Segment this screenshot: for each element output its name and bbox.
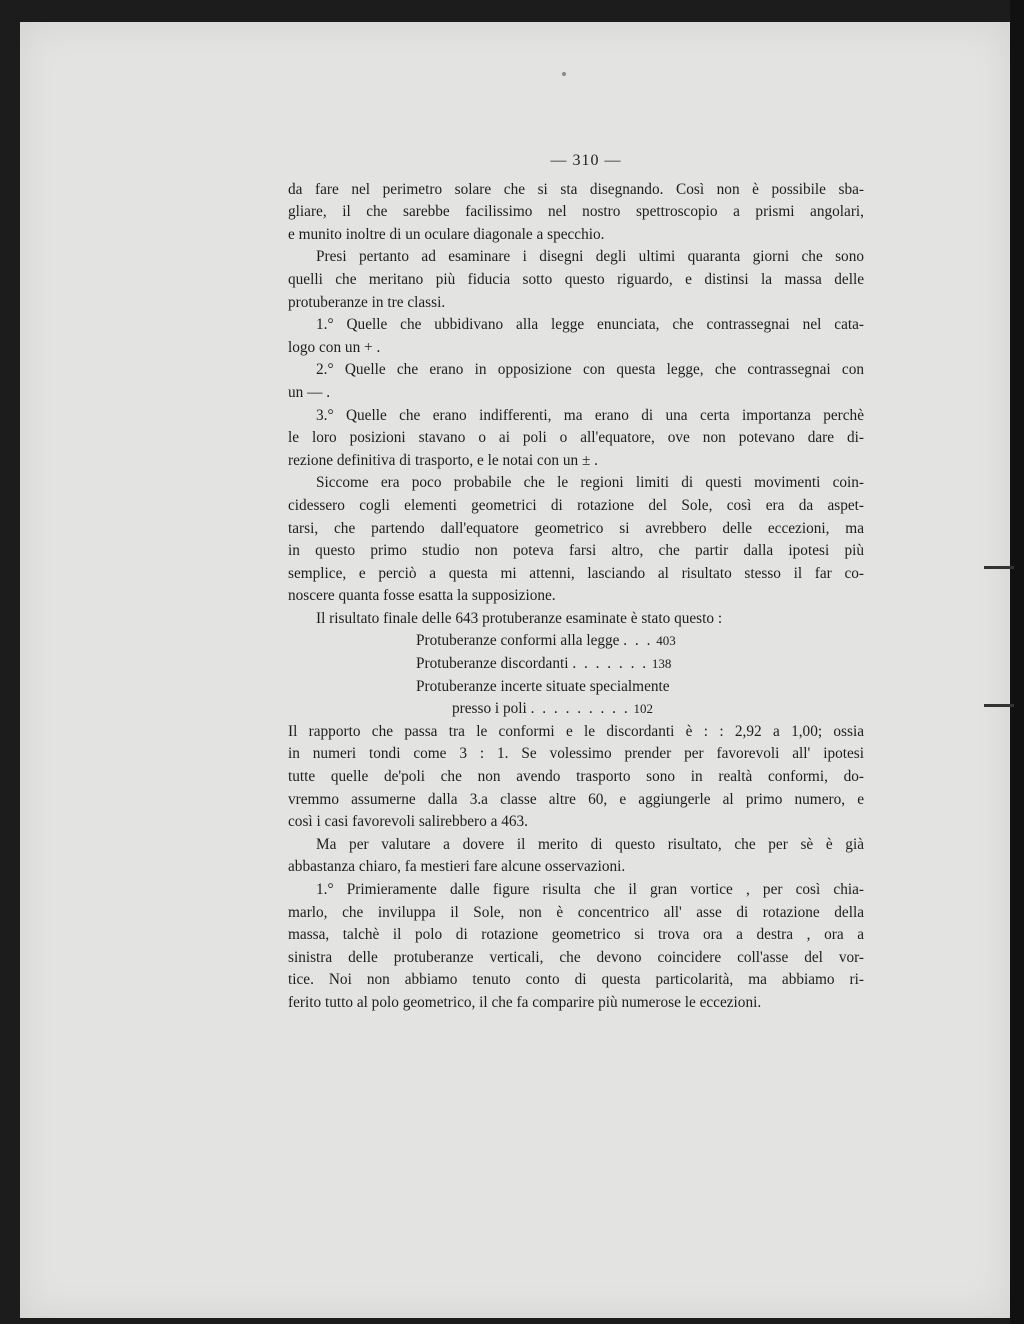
edge-mark-top: [984, 566, 1014, 569]
page-edge-strip: [1010, 0, 1024, 1324]
text-line: 3.° Quelle che erano indifferenti, ma erano di una certa importanza perchè: [316, 406, 864, 424]
table-label: Protuberanze incerte situate specialmente: [416, 677, 670, 695]
table-row: [288, 653, 864, 676]
text-line: protuberanze in tre classi.: [288, 293, 446, 311]
table-dots: . . .: [623, 632, 653, 650]
text-line: vremmo assumerne dalla 3.a classe altre 60, e aggiungerle al primo numero, e: [288, 790, 864, 808]
text-line: e munito inoltre di un oculare diagonale a specchio.: [288, 225, 605, 243]
text-line: le loro posizioni stavano o ai poli o all'equatore, ove non potevano dare di-: [288, 429, 864, 447]
edge-mark-bottom: [984, 704, 1014, 707]
text-line: semplice, e perciò a questa mi attenni, lasciando al risultato stesso il far co-: [288, 564, 864, 582]
table-row: [288, 630, 864, 653]
text-line: tice. Noi non abbiamo tenuto conto di questa particolarità, ma abbiamo ri-: [288, 971, 864, 989]
paper-speck: [562, 72, 566, 76]
text-line: 2.° Quelle che erano in opposizione con questa legge, che contrassegnai con: [316, 361, 864, 379]
text-line: sinistra delle protuberanze verticali, che devono coincidere coll'asse del vor-: [288, 948, 864, 966]
text-line: Siccome era poco probabile che le regioni limiti di questi movimenti coin-: [316, 474, 864, 492]
text-line: logo con un + .: [288, 338, 381, 356]
text-line: rezione definitiva di trasporto, e le notai con un ± .: [288, 451, 598, 469]
text-line: in questo primo studio non poteva farsi altro, che partir dalla ipotesi più: [288, 542, 864, 560]
page-number: — 310 —: [550, 152, 622, 169]
text-line: gliare, il che sarebbe facilissimo nel nostro spettroscopio a prismi angolari,: [288, 203, 864, 221]
text-line: Ma per valutare a dovere il merito di questo risultato, che per sè è già: [316, 835, 864, 853]
table-label: Protuberanze discordanti: [416, 655, 569, 673]
table-dots: . . . . . . . . .: [530, 700, 630, 718]
table-row: [288, 698, 864, 721]
text-line: Il rapporto che passa tra le conformi e le discordanti è : : 2,92 a 1,00; ossia: [288, 722, 864, 740]
text-line: così i casi favorevoli salirebbero a 463.: [288, 813, 528, 831]
table-label: Protuberanze conformi alla legge: [416, 632, 620, 650]
text-line: quelli che meritano più fiducia sotto questo riguardo, e distinsi la massa delle: [288, 270, 864, 288]
text-line: cidessero cogli elementi geometrici di rotazione del Sole, così era da aspet-: [288, 496, 864, 514]
text-line: Presi pertanto ad esaminare i disegni degli ultimi quaranta giorni che sono: [316, 248, 864, 266]
text-line: marlo, che inviluppa il Sole, non è concentrico all' asse di rotazione della: [288, 903, 864, 921]
table-value: 102: [633, 701, 653, 717]
table-row: [288, 676, 864, 699]
text-line: in numeri tondi come 3 : 1. Se volessimo prender per favorevoli all' ipotesi: [288, 745, 864, 763]
results-table: [288, 630, 864, 720]
text-line: abbastanza chiaro, fa mestieri fare alcune osservazioni.: [288, 858, 626, 876]
text-line: 1.° Quelle che ubbidivano alla legge enunciata, che contrassegnai nel cata-: [316, 316, 864, 334]
text-line: da fare nel perimetro solare che si sta disegnando. Così non è possibile sba-: [288, 180, 864, 198]
text-line: tutte quelle de'poli che non avendo trasporto sono in realtà conformi, do-: [288, 768, 864, 786]
table-value: 138: [651, 656, 672, 672]
text-line: Il risultato finale delle 643 protuberanze esaminate è stato questo :: [316, 609, 723, 627]
table-value: 403: [656, 633, 676, 649]
table-label: presso i poli: [452, 700, 527, 718]
text-line: massa, talchè il polo di rotazione geometrico si trova ora a destra , ora a: [288, 926, 864, 944]
table-dots: . . . . . . .: [572, 655, 649, 673]
text-line: tarsi, che partendo dall'equatore geometrico si avrebbero delle eccezioni, ma: [288, 519, 864, 537]
text-line: ferito tutto al polo geometrico, il che fa comparire più numerose le eccezioni.: [288, 993, 762, 1011]
text-line: noscere quanta fosse esatta la supposizione.: [288, 587, 556, 605]
text-line: un — .: [288, 383, 331, 401]
text-line: 1.° Primieramente dalle figure risulta che il gran vortice , per così chia-: [316, 881, 864, 898]
page-text: [288, 150, 864, 1015]
